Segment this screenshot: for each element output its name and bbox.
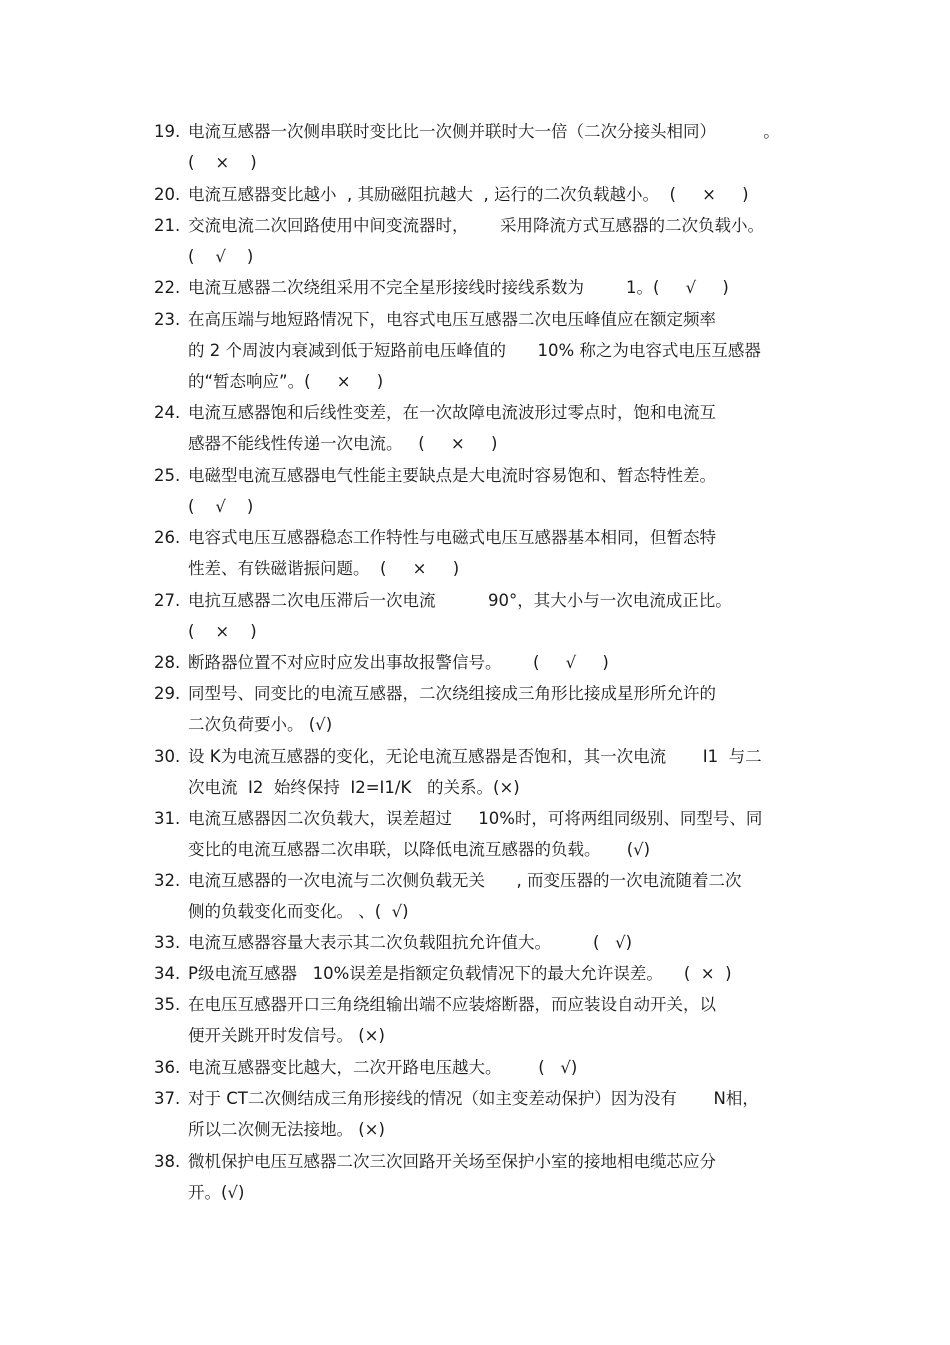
question-text: 电流互感器饱和后线性变差，在一次故障电流波形过零点时，饱和电流互 xyxy=(188,403,716,422)
question-text: 电抗互感器二次电压滞后一次电流 90°，其大小与一次电流成正比。 xyxy=(188,591,732,610)
question-answer: 便开关跳开时发信号。 (×) xyxy=(188,1026,385,1045)
question-answer: 的“暂态响应”。( × ) xyxy=(188,372,384,391)
question-text: 同型号、同变比的电流互感器，二次绕组接成三角形比接成星形所允许的 xyxy=(188,684,716,703)
question-25 xyxy=(154,460,814,522)
question-answer: ( √ ) xyxy=(188,497,254,516)
question-31 xyxy=(154,803,814,865)
question-number: 36. xyxy=(154,1058,181,1077)
question-number: 25. xyxy=(154,466,181,485)
question-number: 27. xyxy=(154,591,181,610)
question-number: 34. xyxy=(154,964,181,983)
question-text: 微机保护电压互感器二次三次回路开关场至保护小室的接地相电缆芯应分 xyxy=(188,1152,716,1171)
question-text: 对于 CT二次侧结成三角形接线的情况（如主变差动保护）因为没有 N相， xyxy=(188,1089,759,1108)
question-34 xyxy=(154,958,814,989)
question-text: 在高压端与地短路情况下，电容式电压互感器二次电压峰值应在额定频率 xyxy=(188,310,716,329)
question-text: 电流互感器的一次电流与二次侧负载无关 , 而变压器的一次电流随着二次 xyxy=(188,871,742,890)
question-19 xyxy=(154,116,814,178)
question-number: 28. xyxy=(154,653,181,672)
question-answer: 二次负荷要小。 (√) xyxy=(188,715,333,734)
question-text: 电流互感器二次绕组采用不完全星形接线时接线系数为 1。( √ ) xyxy=(188,278,729,297)
question-number: 33. xyxy=(154,933,181,952)
question-number: 19. xyxy=(154,122,181,141)
question-text: 断路器位置不对应时应发出事故报警信号。 ( √ ) xyxy=(188,653,609,672)
question-27 xyxy=(154,585,814,647)
question-text: 电流互感器容量大表示其二次负载阻抗允许值大。 ( √) xyxy=(188,933,633,952)
question-37 xyxy=(154,1083,814,1145)
question-number: 32. xyxy=(154,871,181,890)
question-30 xyxy=(154,741,814,803)
question-text: 电流互感器因二次负载大，误差超过 10%时，可将两组同级别、同型号、同 xyxy=(188,809,763,828)
question-22 xyxy=(154,272,814,303)
question-number: 24. xyxy=(154,403,181,422)
question-36 xyxy=(154,1052,814,1083)
question-answer: 感器不能线性传递一次电流。 ( × ) xyxy=(188,434,498,453)
question-text: 电流互感器变比越小 , 其励磁阻抗越大 , 运行的二次负载越小。 ( × ) xyxy=(188,185,749,204)
question-text: 电流互感器一次侧串联时变比比一次侧并联时大一倍（二次分接头相同） 。 xyxy=(188,122,780,141)
question-number: 30. xyxy=(154,747,181,766)
question-29 xyxy=(154,678,814,740)
question-answer: 侧的负载变化而变化。 、( √) xyxy=(188,902,409,921)
question-21 xyxy=(154,210,814,272)
question-text: 交流电流二次回路使用中间变流器时， 采用降流方式互感器的二次负载小。 xyxy=(188,216,764,235)
question-33 xyxy=(154,927,814,958)
question-23 xyxy=(154,304,814,397)
question-answer: 性差、有铁磁谐振问题。 ( × ) xyxy=(188,559,460,578)
question-number: 20. xyxy=(154,185,181,204)
question-number: 38. xyxy=(154,1152,181,1171)
question-answer: ( × ) xyxy=(188,622,257,641)
question-text-continued: 的 2 个周波内衰减到低于短路前电压峰值的 10% 称之为电容式电压互感器 xyxy=(188,341,761,360)
question-text: 在电压互感器开口三角绕组输出端不应装熔断器，而应装设自动开关，以 xyxy=(188,995,716,1014)
question-38 xyxy=(154,1146,814,1208)
question-text: 设 K为电流互感器的变化，无论电流互感器是否饱和，其一次电流 I1 与二 xyxy=(188,747,762,766)
question-20 xyxy=(154,179,814,210)
question-35 xyxy=(154,989,814,1051)
question-text: 电容式电压互感器稳态工作特性与电磁式电压互感器基本相同，但暂态特 xyxy=(188,528,716,547)
question-answer: 次电流 I2 始终保持 I2=I1/K 的关系。(×) xyxy=(188,778,520,797)
question-number: 31. xyxy=(154,809,181,828)
question-answer: 开。(√) xyxy=(188,1183,245,1202)
question-number: 23. xyxy=(154,310,181,329)
question-text: 电流互感器变比越大，二次开路电压越大。 ( √) xyxy=(188,1058,578,1077)
question-text: 电磁型电流互感器电气性能主要缺点是大电流时容易饱和、暂态特性差。 xyxy=(188,466,716,485)
question-number: 29. xyxy=(154,684,181,703)
question-26 xyxy=(154,522,814,584)
question-answer: ( × ) xyxy=(188,153,257,172)
question-number: 22. xyxy=(154,278,181,297)
question-text: P级电流互感器 10%误差是指额定负载情况下的最大允许误差。 ( × ) xyxy=(188,964,732,983)
question-answer: 所以二次侧无法接地。 (×) xyxy=(188,1120,385,1139)
question-number: 37. xyxy=(154,1089,181,1108)
question-number: 35. xyxy=(154,995,181,1014)
question-number: 21. xyxy=(154,216,181,235)
question-answer: ( √ ) xyxy=(188,247,254,266)
question-24 xyxy=(154,397,814,459)
question-32 xyxy=(154,865,814,927)
question-answer: 变比的电流互感器二次串联，以降低电流互感器的负载。 (√) xyxy=(188,840,651,859)
question-number: 26. xyxy=(154,528,181,547)
question-28 xyxy=(154,647,814,678)
